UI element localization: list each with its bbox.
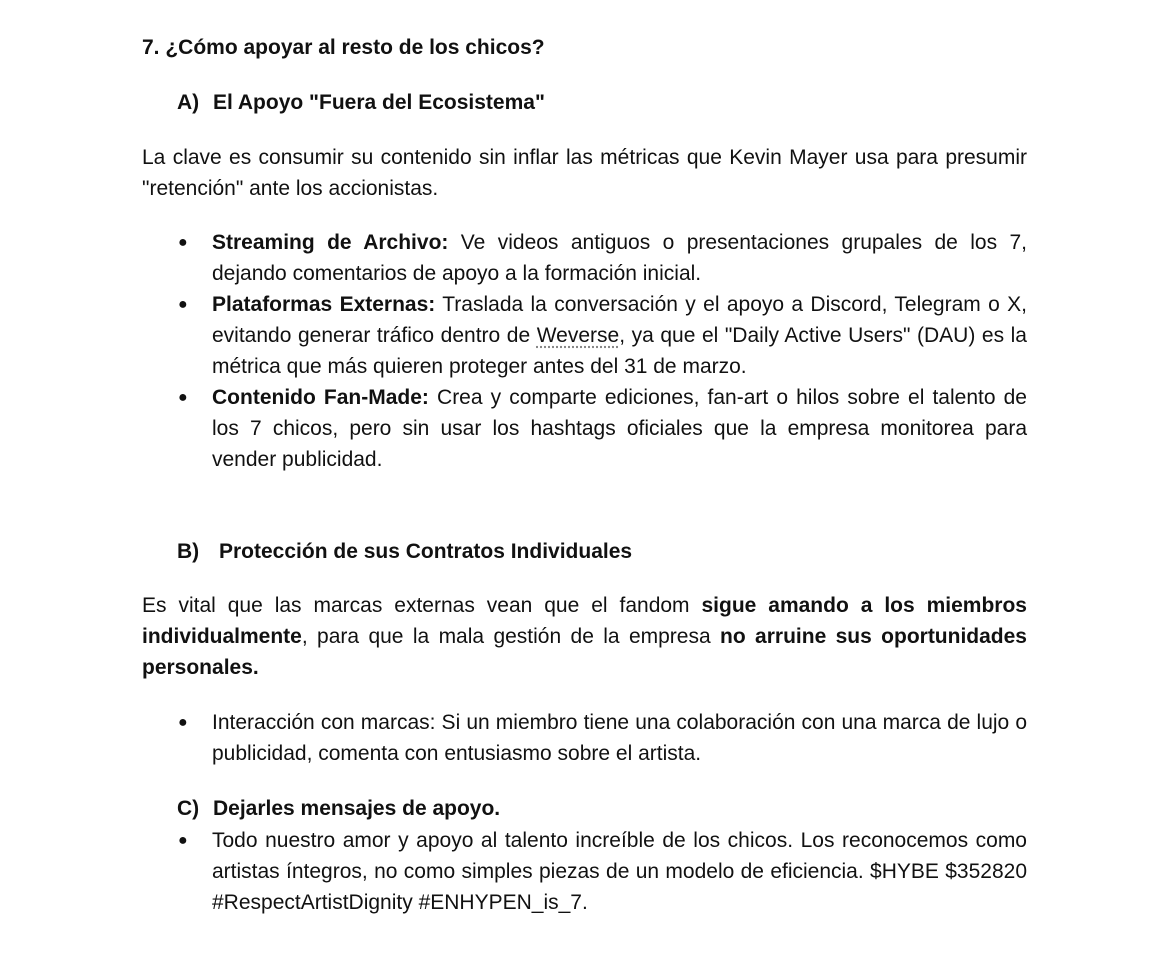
section-b-title: Protección de sus Contratos Individuales [219,540,633,563]
section-a-title: El Apoyo "Fuera del Ecosistema" [213,91,545,114]
list-item [142,289,1027,382]
list-item [142,707,1027,769]
bullet-bold-label: Streaming de Archivo: [212,231,449,254]
bullet-icon: ● [178,389,188,406]
list-item [142,227,1027,289]
section-a-heading [177,87,545,118]
section-c-heading [177,793,500,824]
section-b-letter: B) [177,540,200,563]
section-b-intro [142,590,1027,683]
bullet-icon: ● [178,296,188,313]
section-c-title: Dejarles mensajes de apoyo. [213,797,501,820]
section-7-title: 7. ¿Cómo apoyar al resto de los chicos? [142,36,545,59]
intro-text: Es vital que las marcas externas vean que el fandom [142,594,702,617]
list-item [142,825,1027,918]
bullet-icon: ● [178,714,188,731]
section-a-bullet-list [142,227,1027,475]
section-a-intro: La clave es consumir su contenido sin inflar las métricas que Kevin Mayer usa para presumir "retención" ante los accionistas. [142,146,1027,200]
section-c-bullet-list [142,825,1027,918]
bullet-text: Todo nuestro amor y apoyo al talento increíble de los chicos. Los reconocemos como artistas íntegros, no como simples piezas de un modelo de eficiencia. $HYBE $352820 #RespectArtistDignity #ENHYPEN_is_7. [212,829,1027,914]
section-c-letter: C) [177,797,200,820]
section-a-letter: A) [177,91,200,114]
bullet-text: , ya que el "Daily Active Users" (DAU) es la métrica que más quieren proteger antes del 31 de marzo. [212,324,1027,378]
bullet-icon: ● [178,832,188,849]
bullet-bold-label: Plataformas Externas: [212,293,436,316]
intro-bold-text: no arruine sus oportunidades personales. [142,625,1027,679]
bullet-bold-label: Contenido Fan-Made: [212,386,429,409]
section-b-bullet-list [142,707,1027,769]
section-b-heading [177,536,632,567]
intro-text: , para que la mala gestión de la empresa [301,625,721,648]
bullet-text: Traslada la conversación y el apoyo a Discord, Telegram o X, evitando generar tráfico dentro de [212,293,1027,347]
list-item [142,382,1027,475]
bullet-text: Interacción con marcas: Si un miembro tiene una colaboración con una marca de lujo o publicidad, comenta con entusiasmo sobre el artista. [212,711,1027,765]
weverse-link[interactable]: Weverse [536,324,620,347]
bullet-text: Crea y comparte ediciones, fan-art o hilos sobre el talento de los 7 chicos, pero sin usar los hashtags oficiales que la empresa monitorea para vender publicidad. [212,386,1027,471]
bullet-text: Ve videos antiguos o presentaciones grupales de los 7, dejando comentarios de apoyo a la formación inicial. [212,231,1027,285]
bullet-icon: ● [178,234,188,251]
intro-bold-text: sigue amando a los miembros individualmente [142,594,1027,648]
